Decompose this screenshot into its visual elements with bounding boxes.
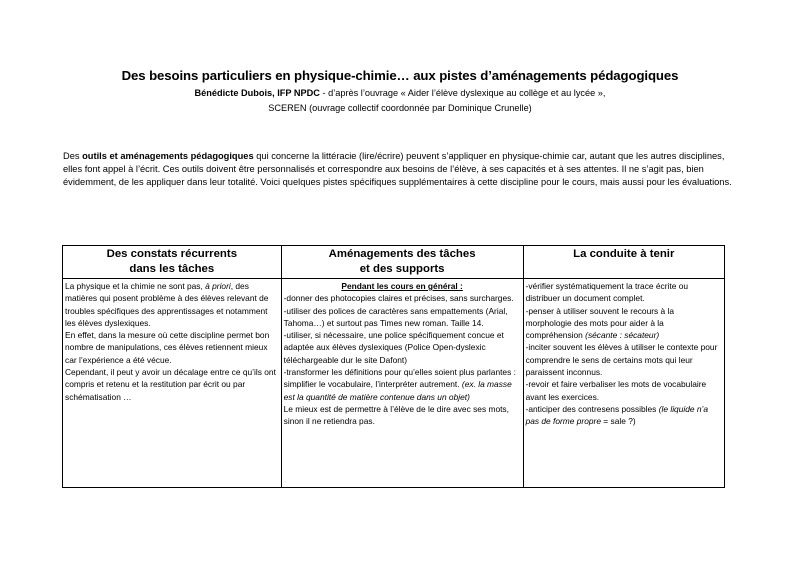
text: La physique et la chimie ne sont pas, [65,281,206,291]
italic-text: (le liquide n’a pas de forme propre [525,403,709,427]
conduite-item [526,403,722,428]
conduite-item [526,305,722,342]
author-name: Bénédicte Dubois, IFP NPDC [194,88,320,98]
header-constats [63,246,282,279]
cell-constats [63,279,282,488]
constats-paragraph-2: En effet, dans la mesure où cette discipline permet bon nombre de manipulations, ces élèves retiennent mieux car l’expérience a été vécue. [65,330,270,365]
header-conduite [523,246,724,279]
table-header-row [63,246,725,279]
source-line: SCEREN (ouvrage collectif coordonnée par Dominique Crunelle) [268,103,532,113]
amenagement-item: -utiliser des polices de caractères sans empattements (Arial, Tahoma…) et surtout pas Times new roman. Taille 14. [283,305,508,328]
header-line: La conduite à tenir [573,248,675,260]
conduite-item: -vérifier systématiquement la trace écrite ou distribuer un document complet. [525,281,689,304]
text: = sale ?) [600,416,636,427]
intro-paragraph [63,150,743,188]
constats-paragraph-1 [65,280,279,329]
recommendations-table [62,245,725,488]
table-row [63,279,725,488]
cell-amenagements [281,279,523,488]
conduite-item: -revoir et faire verbaliser les mots de vocabulaire avant les exercices. [525,379,707,402]
amenagement-item: -donner des photocopies claires et précises, sans surcharges. [283,293,514,304]
header-line: dans les tâches [129,263,215,275]
amenagements-subheading: Pendant les cours en général : [341,281,463,291]
intro-bold: outils et aménagements pédagogiques [82,151,254,161]
intro-prefix: Des [63,151,83,161]
header-amenagements [281,246,523,279]
amenagement-item: -utiliser, si nécessaire, une police spécifiquement concue et adaptée aux élèves dyslexiques (Police Open-dyslexic téléchargeable dur le site Dafont) [283,330,504,365]
header-line: et des supports [359,263,445,275]
header-line: Aménagements des tâches [328,248,476,260]
italic-text: à priori [205,281,231,291]
document-title: Des besoins particuliers en physique-chimie… aux pistes d’aménagements pédagogiques [121,68,679,83]
amenagement-item: Le mieux est de permettre à l’élève de le dire avec ses mots, sinon il ne retiendra pas. [283,403,509,427]
italic-text: (sécante : sécateur) [585,330,660,341]
amenagement-item [284,366,521,403]
conduite-item: -inciter souvent les élèves à utiliser le contexte pour comprendre le sens de certains mots qui leur paraissent inconnus. [525,342,718,378]
constats-paragraph-3: Cependant, il peut y avoir un décalage entre ce qu’ils ont compris et retenu et la restitution par écrit ou par schématisation … [65,367,276,402]
author-reference: - d’après l’ouvrage « Aider l’élève dyslexique au collège et au lycée », [319,88,606,98]
text: -penser à utiliser souvent le recours à la morphologie des mots pour aider à la compréhension [525,305,675,341]
cell-conduite [523,279,724,488]
header-line: Des constats récurrents [106,248,238,260]
author-line [0,88,800,98]
text: -transformer les définitions pour qu’elles soient plus parlantes : simplifier le vocabulaire, l’interpréter autrement. [283,367,516,390]
text: , des matières qui posent problème à des élèves relevant de troubles spécifiques des apprentissages et notamment les élèves dyslexiques. [65,281,269,328]
intro-rest: qui concerne la littéracie (lire/écrire) peuvent s’appliquer en physique-chimie car, autant que les autres disciplines, elles font appel à l’écrit. Ces outils doivent être personnalisés et correspondre aux besoins de l’élève, à ses capacités et à ses attentes. Il ne s’agit pas, bien évidemment, de les appliquer dans leur totalité. Voici quelques pistes spécifiques supplémentaires à cette discipline pour le cours, mais aussi pour les évaluations. [63,151,732,187]
text: -anticiper des contresens possibles [525,403,659,414]
italic-text: (ex. la masse est la quantité de matière contenue dans un objet) [283,379,512,402]
